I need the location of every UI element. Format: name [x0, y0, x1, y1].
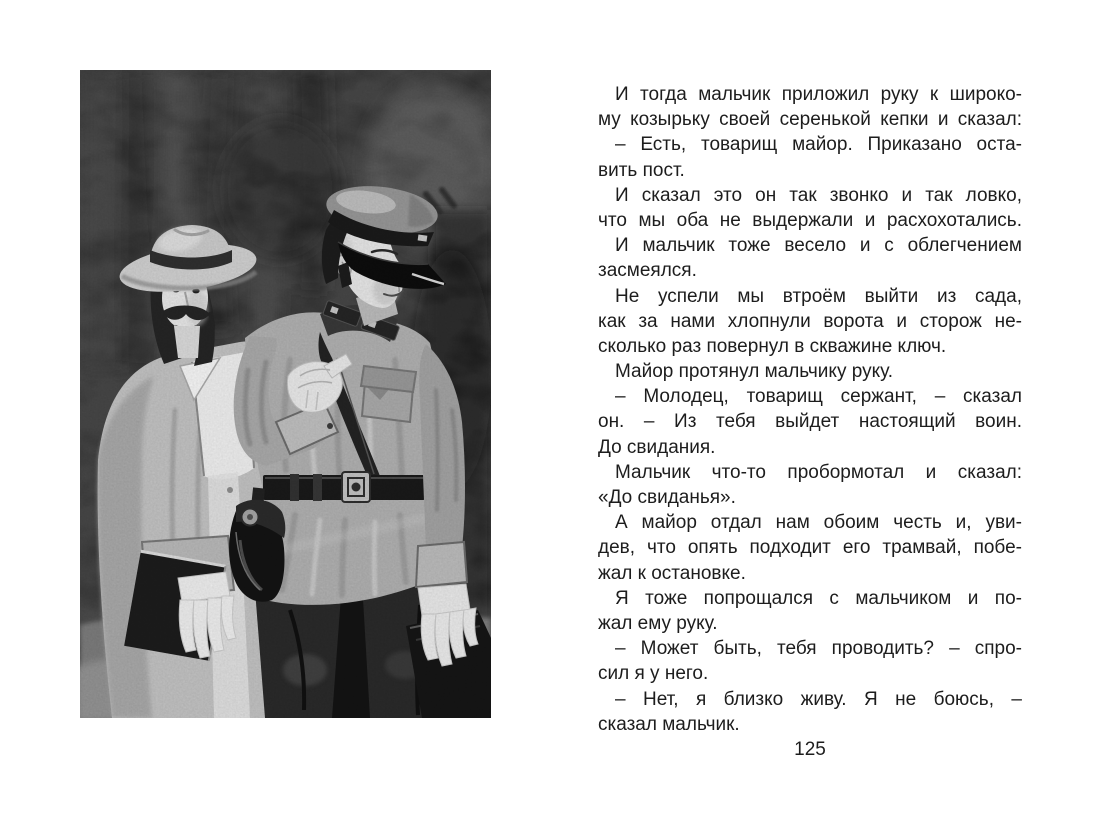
- text-line: му козырьку своей серенькой кепки и сказал:: [598, 109, 1022, 131]
- page-number: 125: [794, 739, 826, 760]
- text-line: – Может быть, тебя проводить? – спро-: [615, 638, 1022, 660]
- text-line: И тогда мальчик приложил руку к широко-: [615, 84, 1022, 105]
- text-line: До свидания.: [598, 436, 716, 458]
- illustration: [80, 70, 491, 718]
- text-line: как за нами хлопнули ворота и сторож не-: [598, 310, 1022, 332]
- texture-overlay: [80, 70, 491, 718]
- text-line: засмеялся.: [598, 260, 697, 282]
- text-line: – Нет, я близко живу. Я не боюсь, –: [615, 688, 1022, 710]
- text-line: – Есть, товарищ майор. Приказано оста-: [615, 134, 1022, 156]
- text-line: «До свиданья».: [598, 487, 736, 508]
- text-line: жал ему руку.: [598, 612, 718, 634]
- text-line: он. – Из тебя выйдет настоящий воин.: [598, 411, 1022, 433]
- text-line: Я тоже попрощался с мальчиком и по-: [615, 587, 1022, 609]
- page-illustration: [80, 70, 491, 718]
- text-line: И мальчик тоже весело и с облегчением: [615, 235, 1022, 257]
- text-line: Майор протянул мальчику руку.: [615, 361, 893, 383]
- text-line: Не успели мы втроём выйти из сада,: [615, 285, 1022, 307]
- text-line: вить пост.: [598, 159, 685, 181]
- text-line: И сказал это он так звонко и так ловко,: [615, 184, 1022, 206]
- text-column: [598, 82, 1022, 737]
- text-line: А майор отдал нам обоим честь и, уви-: [615, 512, 1022, 534]
- text-line: сказал мальчик.: [598, 713, 740, 735]
- text-line: сил я у него.: [598, 663, 709, 685]
- text-line: – Молодец, товарищ сержант, – сказал: [615, 386, 1022, 408]
- text-line: что мы оба не выдержали и расхохотались.: [598, 209, 1022, 231]
- text-line: сколько раз повернул в скважине ключ.: [598, 335, 947, 357]
- text-line: жал к остановке.: [598, 562, 746, 584]
- text-line: Мальчик что-то пробормотал и сказал:: [615, 461, 1022, 483]
- text-line: дев, что опять подходит его трамвай, побе-: [598, 537, 1022, 559]
